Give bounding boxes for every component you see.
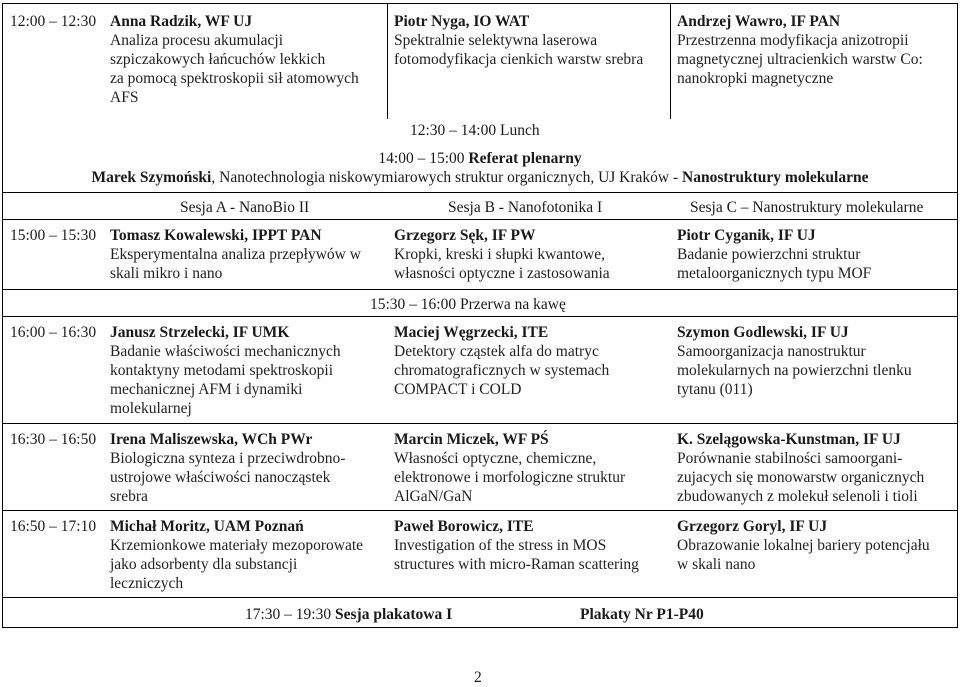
poster-numbers: Plakaty Nr P1-P40 — [580, 606, 704, 623]
slot1-time: 15:00 – 15:30 — [10, 227, 97, 244]
morning-col1-speaker: Anna Radzik, WF UJ — [110, 13, 253, 30]
slot1-col2-talk: Kropki, kreski i słupki kwantowe, własności optyczne i zastosowania — [394, 246, 610, 282]
divider-after-coffee — [2, 316, 958, 317]
col-divider-1 — [387, 3, 388, 119]
slot2-col3-speaker: Szymon Godlewski, IF UJ — [677, 324, 849, 341]
slot3-col3-speaker: K. Szelągowska-Kunstman, IF UJ — [677, 431, 901, 448]
slot4-col1-speaker: Michał Moritz, UAM Poznań — [110, 518, 304, 535]
plenary-speaker: Marek Szymoński — [91, 169, 212, 186]
slot4-col1-talk: Krzemionkowe materiały mezoporowate jako adsorbenty dla substancji leczniczych — [110, 537, 364, 592]
poster-label: Sesja plakatowa I — [335, 606, 453, 623]
morning-col2-talk: Spektralnie selektywna laserowa fotomodyfikacja cienkich warstw srebra — [394, 32, 644, 68]
border-right — [957, 3, 958, 628]
plenary-talk — [0, 168, 960, 187]
divider-after-slot2 — [2, 423, 958, 424]
slot3-col3-talk: Porównanie stabilności samoorgani- zujacych się monowarstw organicznych zbudowanych z molekuł selenoli i tioli — [677, 450, 925, 505]
coffee-time: 15:30 – 16:00 — [370, 296, 457, 313]
slot4-col2-speaker: Paweł Borowicz, ITE — [394, 518, 534, 535]
slot1-col2-speaker: Grzegorz Sęk, IF PW — [394, 227, 536, 244]
morning-col2-speaker: Piotr Nyga, IO WAT — [394, 13, 530, 30]
slot3-col1-speaker: Irena Maliszewska, WCh PWr — [110, 431, 313, 448]
plenary-title: , Nanotechnologia niskowymiarowych struktur organicznych, UJ Kraków - — [211, 169, 683, 186]
morning-col3-speaker: Andrzej Wawro, IF PAN — [677, 13, 841, 30]
slot1-col1-speaker: Tomasz Kowalewski, IPPT PAN — [110, 227, 322, 244]
slot2-col2-talk: Detektory cząstek alfa do matryc chromatograficznych w systemach COMPACT i COLD — [394, 343, 610, 398]
divider-after-poster — [2, 627, 958, 628]
divider-after-slot4 — [2, 597, 958, 598]
coffee-label: Przerwa na kawę — [460, 296, 566, 313]
page-number: 2 — [474, 669, 482, 686]
coffee-row — [370, 295, 566, 314]
plenary-label: Referat plenarny — [468, 150, 582, 167]
slot3-time: 16:30 – 16:50 — [10, 431, 97, 448]
slot2-col1-speaker: Janusz Strzelecki, IF UMK — [110, 324, 290, 341]
plenary-topic: Nanostruktury molekularne — [682, 169, 869, 186]
slot4-col3-talk: Obrazowanie lokalnej bariery potencjału w skali nano — [677, 537, 930, 573]
border-left — [2, 3, 3, 628]
morning-time: 12:00 – 12:30 — [10, 13, 97, 30]
session-b-header: Sesja B - Nanofotonika I — [448, 199, 603, 216]
divider-after-sessions — [2, 219, 958, 220]
session-c-header: Sesja C – Nanostruktury molekularne — [690, 199, 924, 216]
plenary-heading — [0, 149, 960, 168]
session-a-header: Sesja A - NanoBio II — [180, 199, 310, 216]
divider-after-slot3 — [2, 510, 958, 511]
slot2-col3-talk: Samoorganizacja nanostruktur molekularnych na powierzchni tlenku tytanu (011) — [677, 343, 912, 398]
slot3-col1-talk: Biologiczna synteza i przeciwdrobno- ustrojowe właściwości nanocząstek srebra — [110, 450, 346, 505]
poster-row — [245, 605, 452, 624]
morning-col3-talk: Przestrzenna modyfikacja anizotropii magnetycznej ultracienkich warstw Co: nanokropki magnetyczne — [677, 32, 923, 87]
col-divider-2 — [670, 3, 671, 119]
slot2-time: 16:00 – 16:30 — [10, 324, 97, 341]
slot1-col3-talk: Badanie powierzchni struktur metaloorganicznych typu MOF — [677, 246, 872, 282]
lunch-label: Lunch — [500, 122, 540, 139]
slot4-col3-speaker: Grzegorz Goryl, IF UJ — [677, 518, 828, 535]
divider-after-slot1 — [2, 289, 958, 290]
slot3-col2-speaker: Marcin Miczek, WF PŚ — [394, 431, 549, 448]
border-top — [2, 3, 958, 4]
slot4-time: 16:50 – 17:10 — [10, 518, 97, 535]
slot1-col3-speaker: Piotr Cyganik, IF UJ — [677, 227, 816, 244]
slot3-col2-talk: Własności optyczne, chemiczne, elektronowe i morfologiczne struktur AlGaN/GaN — [394, 450, 626, 505]
divider-after-plenary — [2, 192, 958, 193]
poster-time: 17:30 – 19:30 — [245, 606, 332, 623]
slot1-col1-talk: Eksperymentalna analiza przepływów w skali mikro i nano — [110, 246, 361, 282]
plenary-time: 14:00 – 15:00 — [378, 150, 465, 167]
slot2-col1-talk: Badanie właściwości mechanicznych kontaktyny metodami spektroskopii mechanicznej AFM i dynamiki molekularnej — [110, 343, 341, 417]
morning-col1-talk: Analiza procesu akumulacji szpiczakowych łańcuchów lekkich za pomocą spektroskopii sił atomowych AFS — [110, 32, 359, 106]
lunch-row — [410, 121, 540, 140]
lunch-time: 12:30 – 14:00 — [410, 122, 497, 139]
slot2-col2-speaker: Maciej Węgrzecki, ITE — [394, 324, 549, 341]
slot4-col2-talk: Investigation of the stress in MOS structures with micro-Raman scattering — [394, 537, 639, 573]
